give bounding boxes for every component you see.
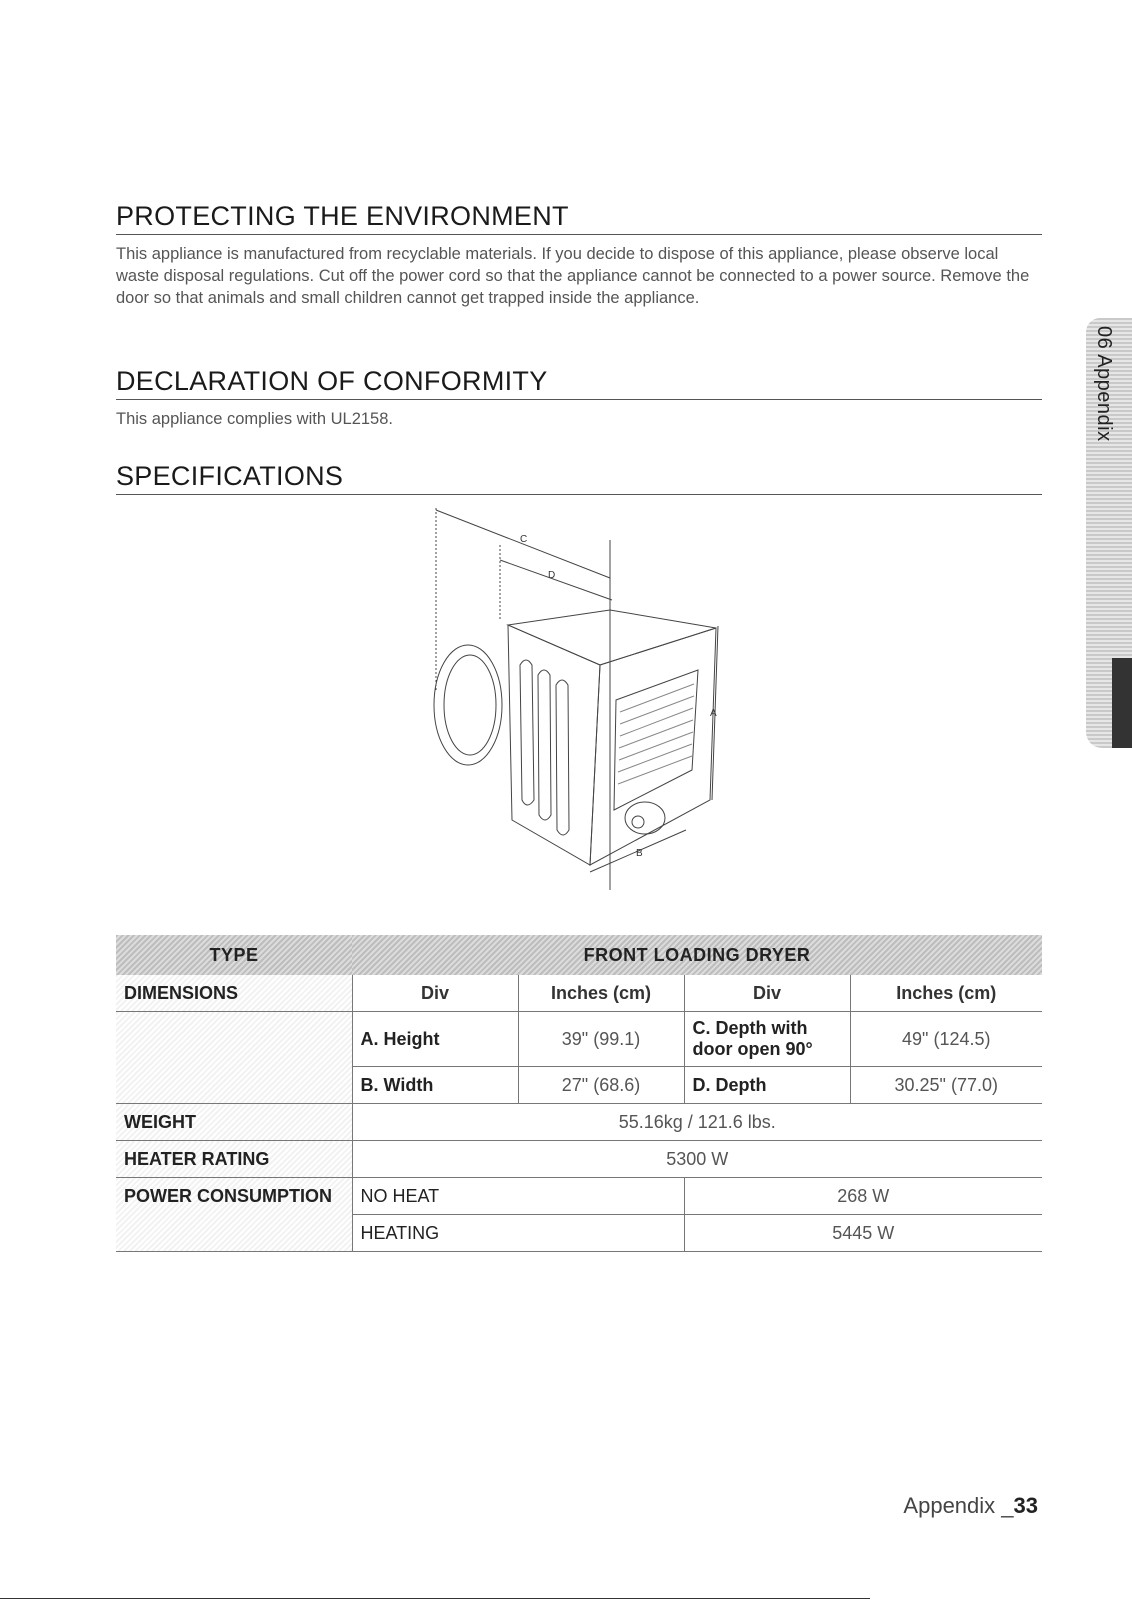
depth-label: D. Depth [684, 1067, 850, 1104]
table-row [116, 935, 1042, 975]
heating-label: HEATING [352, 1215, 684, 1252]
label-d: D [548, 570, 556, 581]
table-row [116, 975, 1042, 1012]
column-header: Div [352, 975, 518, 1012]
environment-section [116, 201, 1042, 309]
weight-value: 55.16kg / 121.6 lbs. [352, 1104, 1042, 1141]
column-header: Inches (cm) [518, 975, 684, 1012]
type-label: TYPE [116, 935, 352, 975]
environment-heading: PROTECTING THE ENVIRONMENT [116, 201, 1042, 235]
height-label: A. Height [352, 1012, 518, 1067]
column-header: Inches (cm) [850, 975, 1042, 1012]
conformity-section [116, 366, 1042, 430]
label-c: C [520, 534, 528, 545]
table-row [116, 1178, 1042, 1215]
chapter-tab [1086, 318, 1132, 748]
dimensions-spacer [116, 1012, 352, 1104]
width-label: B. Width [352, 1067, 518, 1104]
heating-value: 5445 W [684, 1215, 1042, 1252]
power-label: POWER CONSUMPTION [116, 1178, 352, 1252]
page-number: 33 [1013, 1493, 1038, 1518]
vent-panel [614, 670, 698, 810]
chapter-tab-marker [1112, 658, 1132, 748]
height-value: 39" (99.1) [518, 1012, 684, 1067]
dimensions-label: DIMENSIONS [116, 975, 352, 1012]
width-value: 27" (68.6) [518, 1067, 684, 1104]
depth-open-label: C. Depth with door open 90° [684, 1012, 850, 1067]
column-header: Div [684, 975, 850, 1012]
label-a: A [710, 708, 717, 719]
control-knob [625, 802, 665, 834]
bottom-rule [0, 1598, 870, 1599]
dryer-dimension-diagram [420, 500, 760, 920]
chapter-tab-label: 06 Appendix [1093, 326, 1115, 442]
table-row [116, 1141, 1042, 1178]
conformity-text: This appliance complies with UL2158. [116, 410, 393, 428]
depth-value: 30.25" (77.0) [850, 1067, 1042, 1104]
weight-label: WEIGHT [116, 1104, 352, 1141]
table-row [116, 1104, 1042, 1141]
no-heat-label: NO HEAT [352, 1178, 684, 1215]
dimension-d-line [500, 560, 612, 600]
specifications-heading: SPECIFICATIONS [116, 461, 1042, 495]
dryer-front [508, 625, 600, 865]
label-b: B [636, 848, 643, 859]
no-heat-value: 268 W [684, 1178, 1042, 1215]
conformity-heading: DECLARATION OF CONFORMITY [116, 366, 1042, 400]
type-value: FRONT LOADING DRYER [352, 935, 1042, 975]
page-footer [903, 1493, 1038, 1519]
footer-section: Appendix _ [903, 1493, 1014, 1518]
depth-open-value: 49" (124.5) [850, 1012, 1042, 1067]
specifications-section [116, 461, 1042, 495]
specifications-table [116, 935, 1042, 1252]
dryer-side [590, 628, 716, 865]
heater-label: HEATER RATING [116, 1141, 352, 1178]
table-row [116, 1012, 1042, 1067]
environment-text: This appliance is manufactured from recyclable materials. If you decide to dispose of this appliance, please observe local waste disposal regulations. Cut off the power cord so that the appliance cannot be connected to a power source. Remove the door so that animals and small children cannot get trapped inside the appliance. [116, 245, 1030, 307]
heater-value: 5300 W [352, 1141, 1042, 1178]
